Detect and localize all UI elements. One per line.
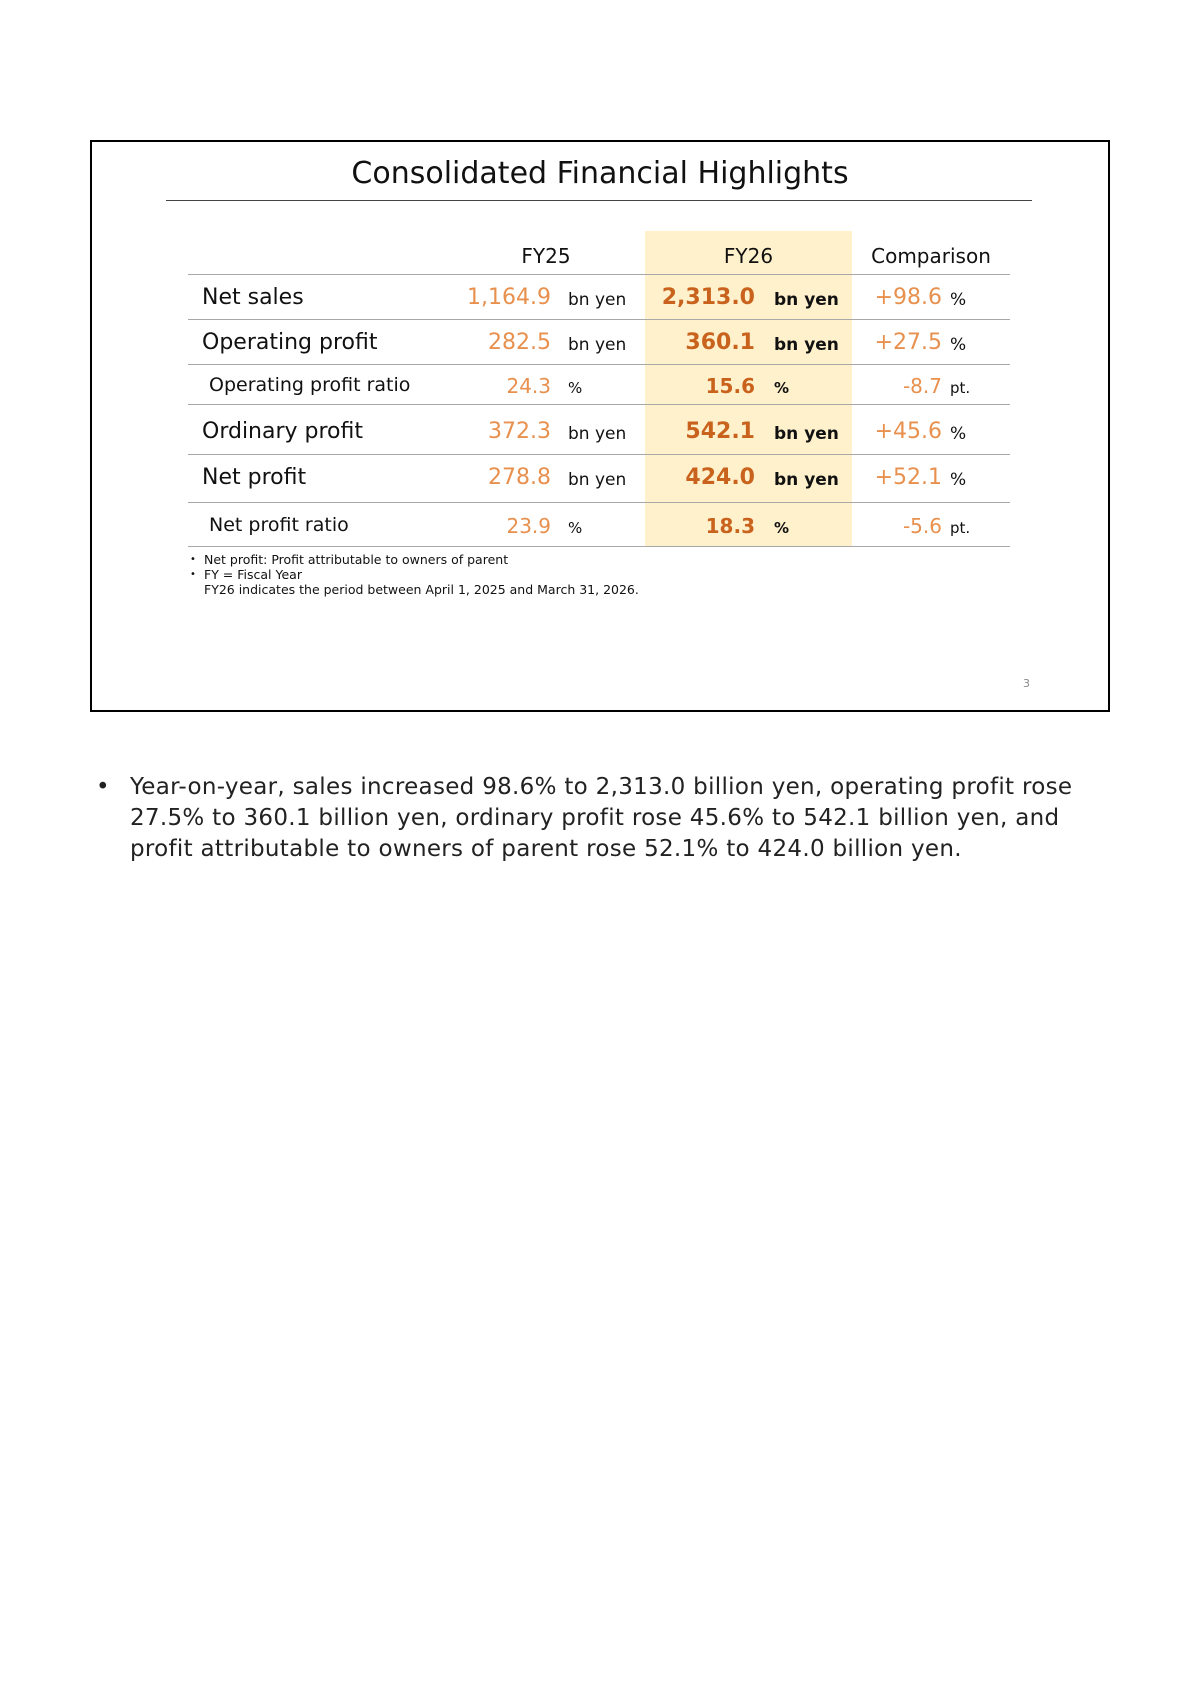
comparison-value: -5.6 bbox=[902, 514, 942, 538]
comparison-value: +27.5 bbox=[874, 330, 942, 355]
bullet-icon: • bbox=[190, 569, 196, 580]
fy26-unit: bn yen bbox=[774, 290, 839, 310]
fy26-value: 424.0 bbox=[685, 465, 755, 490]
header-fy26: FY26 bbox=[723, 244, 774, 268]
table-row bbox=[92, 455, 1108, 499]
row-label: Operating profit bbox=[202, 330, 378, 355]
footnote: • Net profit: Profit attributable to owners of parent bbox=[190, 552, 509, 567]
table-row bbox=[92, 275, 1108, 319]
comparison-value: -8.7 bbox=[902, 374, 942, 398]
fy25-value: 1,164.9 bbox=[467, 285, 551, 310]
header-comparison: Comparison bbox=[871, 244, 991, 268]
comparison-unit: % bbox=[950, 335, 967, 355]
row-label: Net profit ratio bbox=[209, 514, 349, 536]
fy26-value: 2,313.0 bbox=[661, 285, 755, 310]
fy25-value: 372.3 bbox=[488, 419, 551, 444]
table-row bbox=[92, 365, 1108, 409]
slide-title: Consolidated Financial Highlights bbox=[351, 156, 849, 191]
footnote: • FY = Fiscal Year bbox=[190, 567, 302, 582]
fy26-unit: bn yen bbox=[774, 424, 839, 444]
fy26-unit: % bbox=[774, 519, 790, 537]
row-label: Ordinary profit bbox=[202, 419, 364, 444]
row-label: Net sales bbox=[202, 285, 304, 310]
summary-text: Year-on-year, sales increased 98.6% to 2,313.0 billion yen, operating profit rose 27.5% to 360.1 billion yen, ordinary profit rose 45.6% to 542.1 billion yen, and profit attributable to owners of parent rose 52.1% to 424.0 billion yen. bbox=[130, 774, 1073, 862]
comparison-value: +45.6 bbox=[874, 419, 942, 444]
fy26-value: 18.3 bbox=[705, 514, 755, 538]
fy26-unit: bn yen bbox=[774, 470, 839, 490]
fy25-unit: bn yen bbox=[568, 335, 627, 355]
row-divider bbox=[188, 546, 1010, 547]
page-number: 3 bbox=[1023, 677, 1030, 690]
comparison-unit: pt. bbox=[950, 519, 971, 537]
title-divider bbox=[166, 200, 1032, 201]
header-fy25: FY25 bbox=[521, 244, 571, 268]
fy25-unit: bn yen bbox=[568, 470, 627, 490]
table-row bbox=[92, 320, 1108, 364]
footnotes bbox=[188, 552, 639, 597]
fy25-unit: % bbox=[568, 379, 583, 397]
bullet-icon: • bbox=[96, 774, 110, 800]
fy26-value: 360.1 bbox=[685, 330, 755, 355]
comparison-unit: % bbox=[950, 424, 967, 444]
comparison-unit: % bbox=[950, 470, 967, 490]
fy26-value: 542.1 bbox=[685, 419, 755, 444]
fy25-value: 23.9 bbox=[506, 514, 551, 538]
comparison-unit: % bbox=[950, 290, 967, 310]
fy25-unit: bn yen bbox=[568, 424, 627, 444]
row-label: Operating profit ratio bbox=[209, 374, 411, 396]
fy25-value: 278.8 bbox=[488, 465, 551, 490]
comparison-value: +52.1 bbox=[874, 465, 942, 490]
fy26-unit: % bbox=[774, 379, 790, 397]
row-label: Net profit bbox=[202, 465, 307, 490]
fy25-unit: % bbox=[568, 519, 583, 537]
fy25-value: 282.5 bbox=[488, 330, 551, 355]
fy25-unit: bn yen bbox=[568, 290, 627, 310]
fy26-value: 15.6 bbox=[705, 374, 755, 398]
table-row bbox=[92, 405, 1108, 449]
slide bbox=[90, 140, 1110, 712]
footnote: FY26 indicates the period between April 1, 2025 and March 31, 2026. bbox=[204, 582, 639, 597]
fy25-value: 24.3 bbox=[506, 374, 551, 398]
table-row bbox=[92, 503, 1108, 547]
bullet-icon: • bbox=[190, 554, 196, 565]
comparison-value: +98.6 bbox=[874, 285, 942, 310]
comparison-unit: pt. bbox=[950, 379, 971, 397]
summary-bullet bbox=[96, 772, 1096, 865]
fy26-unit: bn yen bbox=[774, 335, 839, 355]
